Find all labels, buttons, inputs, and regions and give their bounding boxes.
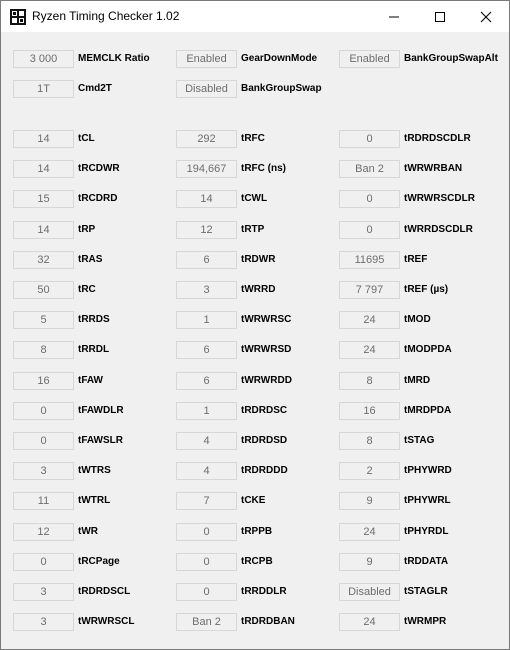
tphywrl-label: tPHYWRL [404, 495, 451, 506]
trppb-label: tRPPB [241, 526, 273, 537]
tmrdpda-value[interactable]: 16 [339, 402, 400, 420]
trdwr-label: tRDWR [241, 254, 276, 265]
trdrdscdlr-value[interactable]: 0 [339, 130, 400, 148]
trdrddd-label: tRDRDDD [241, 465, 288, 476]
tmrd-label: tMRD [404, 375, 431, 386]
trrddlr-value[interactable]: 0 [176, 583, 237, 601]
twrwrdd-label: tWRWRDD [241, 375, 292, 386]
tphywrd-label: tPHYWRD [404, 465, 452, 476]
tphywrd-value[interactable]: 2 [339, 462, 400, 480]
twrwrban-label: tWRWRBAN [404, 163, 463, 174]
maximize-icon [434, 11, 446, 23]
twtrs-label: tWTRS [78, 465, 111, 476]
minimize-button[interactable] [371, 1, 417, 32]
trcpage-value[interactable]: 0 [13, 553, 74, 571]
tras-value[interactable]: 32 [13, 251, 74, 269]
trcdwr-value[interactable]: 14 [13, 160, 74, 178]
twrrd-value[interactable]: 3 [176, 281, 237, 299]
trfc-ns-label: tRFC (ns) [241, 163, 286, 174]
bankgroupswap-value[interactable]: Disabled [176, 80, 237, 98]
twrwrscl-value[interactable]: 3 [13, 613, 74, 631]
bankgroupswapalt-label: BankGroupSwapAlt [404, 53, 498, 64]
tcl-value[interactable]: 14 [13, 130, 74, 148]
twrwrscl-label: tWRWRSCL [78, 616, 135, 627]
trdrdsc-label: tRDRDSC [241, 405, 288, 416]
trdrdsc-value[interactable]: 1 [176, 402, 237, 420]
trtp-value[interactable]: 12 [176, 221, 237, 239]
twrwrscdlr-label: tWRWRSCDLR [404, 193, 475, 204]
twrwrsd-value[interactable]: 6 [176, 341, 237, 359]
trrds-label: tRRDS [78, 314, 110, 325]
trcpb-value[interactable]: 0 [176, 553, 237, 571]
tfawslr-label: tFAWSLR [78, 435, 123, 446]
trrds-value[interactable]: 5 [13, 311, 74, 329]
trdrdban-label: tRDRDBAN [241, 616, 295, 627]
tmodpda-label: tMODPDA [404, 344, 452, 355]
trdrdscl-value[interactable]: 3 [13, 583, 74, 601]
twtrs-value[interactable]: 3 [13, 462, 74, 480]
trc-value[interactable]: 50 [13, 281, 74, 299]
tref-us-label: tREF (µs) [404, 284, 449, 295]
geardownmode-label: GearDownMode [241, 53, 318, 64]
twtrl-value[interactable]: 11 [13, 492, 74, 510]
cmd2t-value[interactable]: 1T [13, 80, 74, 98]
twrrdscdlr-label: tWRRDSCDLR [404, 224, 473, 235]
twr-value[interactable]: 12 [13, 523, 74, 541]
trddata-label: tRDDATA [404, 556, 449, 567]
memclk-ratio-value[interactable]: 3 000 [13, 50, 74, 68]
trdrddd-value[interactable]: 4 [176, 462, 237, 480]
trc-label: tRC [78, 284, 96, 295]
twrrdscdlr-value[interactable]: 0 [339, 221, 400, 239]
tphyrdl-value[interactable]: 24 [339, 523, 400, 541]
twrwrsc-label: tWRWRSC [241, 314, 292, 325]
twrwrsc-value[interactable]: 1 [176, 311, 237, 329]
tref-label: tREF [404, 254, 428, 265]
tref-value[interactable]: 11695 [339, 251, 400, 269]
tstaglr-value[interactable]: Disabled [339, 583, 400, 601]
trcdwr-label: tRCDWR [78, 163, 120, 174]
twrwrscdlr-value[interactable]: 0 [339, 190, 400, 208]
twr-label: tWR [78, 526, 98, 537]
twtrl-label: tWTRL [78, 495, 111, 506]
cmd2t-label: Cmd2T [78, 83, 112, 94]
trcdrd-value[interactable]: 15 [13, 190, 74, 208]
window-title: Ryzen Timing Checker 1.02 [32, 9, 180, 23]
geardownmode-value[interactable]: Enabled [176, 50, 237, 68]
twrwrban-value[interactable]: Ban 2 [339, 160, 400, 178]
tmodpda-value[interactable]: 24 [339, 341, 400, 359]
twrwrdd-value[interactable]: 6 [176, 372, 237, 390]
trdrdscdlr-label: tRDRDSCDLR [404, 133, 471, 144]
trdrdsd-label: tRDRDSD [241, 435, 288, 446]
memclk-ratio-label: MEMCLK Ratio [78, 53, 150, 64]
close-button[interactable] [463, 1, 509, 32]
app-icon [10, 9, 26, 25]
trfc-value[interactable]: 292 [176, 130, 237, 148]
tfaw-label: tFAW [78, 375, 103, 386]
trrdl-value[interactable]: 8 [13, 341, 74, 359]
tcwl-value[interactable]: 14 [176, 190, 237, 208]
trp-label: tRP [78, 224, 96, 235]
tcwl-label: tCWL [241, 193, 268, 204]
trddata-value[interactable]: 9 [339, 553, 400, 571]
trcdrd-label: tRCDRD [78, 193, 118, 204]
tphyrdl-label: tPHYRDL [404, 526, 449, 537]
minimize-icon [388, 11, 400, 23]
tfaw-value[interactable]: 16 [13, 372, 74, 390]
trp-value[interactable]: 14 [13, 221, 74, 239]
trdwr-value[interactable]: 6 [176, 251, 237, 269]
bankgroupswap-label: BankGroupSwap [241, 83, 322, 94]
trcpage-label: tRCPage [78, 556, 120, 567]
trdrdscl-label: tRDRDSCL [78, 586, 131, 597]
tmrdpda-label: tMRDPDA [404, 405, 452, 416]
twrmpr-label: tWRMPR [404, 616, 447, 627]
twrwrsd-label: tWRWRSD [241, 344, 292, 355]
tstag-value[interactable]: 8 [339, 432, 400, 450]
tfawdlr-label: tFAWDLR [78, 405, 124, 416]
trtp-label: tRTP [241, 224, 265, 235]
tref-us-value[interactable]: 7 797 [339, 281, 400, 299]
tcke-label: tCKE [241, 495, 266, 506]
trdrdsd-value[interactable]: 4 [176, 432, 237, 450]
trfc-label: tRFC [241, 133, 265, 144]
trppb-value[interactable]: 0 [176, 523, 237, 541]
title-bar[interactable] [1, 1, 509, 32]
bankgroupswapalt-value[interactable]: Enabled [339, 50, 400, 68]
maximize-button[interactable] [417, 1, 463, 32]
trfc-ns-value[interactable]: 194,667 [176, 160, 237, 178]
timings-panel [1, 32, 509, 649]
close-icon [480, 11, 492, 23]
twrrd-label: tWRRD [241, 284, 276, 295]
tstag-label: tSTAG [404, 435, 435, 446]
tstaglr-label: tSTAGLR [404, 586, 448, 597]
trrdl-label: tRRDL [78, 344, 110, 355]
tmod-value[interactable]: 24 [339, 311, 400, 329]
trrddlr-label: tRRDDLR [241, 586, 287, 597]
tcl-label: tCL [78, 133, 95, 144]
twrmpr-value[interactable]: 24 [339, 613, 400, 631]
tras-label: tRAS [78, 254, 103, 265]
trdrdban-value[interactable]: Ban 2 [176, 613, 237, 631]
tmod-label: tMOD [404, 314, 431, 325]
trcpb-label: tRCPB [241, 556, 273, 567]
tfawslr-value[interactable]: 0 [13, 432, 74, 450]
tphywrl-value[interactable]: 9 [339, 492, 400, 510]
tmrd-value[interactable]: 8 [339, 372, 400, 390]
tfawdlr-value[interactable]: 0 [13, 402, 74, 420]
tcke-value[interactable]: 7 [176, 492, 237, 510]
